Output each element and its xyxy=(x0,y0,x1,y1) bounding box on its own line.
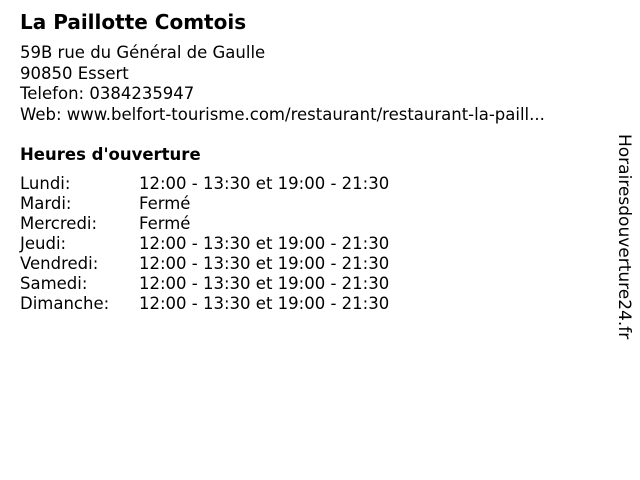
day-hours: Fermé xyxy=(139,214,191,233)
hours-row-wednesday xyxy=(20,214,389,234)
website-link: Web: www.belfort-tourisme.com/restaurant/restaurant-la-paill... xyxy=(20,104,545,124)
day-label: Lundi: xyxy=(20,174,71,193)
day-hours: Fermé xyxy=(139,194,191,213)
phone-number: Telefon: 0384235947 xyxy=(20,84,195,103)
day-hours: 12:00 - 13:30 et 19:00 - 21:30 xyxy=(139,174,390,193)
hours-row-friday xyxy=(20,254,389,274)
day-label: Dimanche: xyxy=(20,294,110,313)
hours-row-tuesday xyxy=(20,194,389,214)
day-label: Jeudi: xyxy=(20,234,67,253)
day-label: Mercredi: xyxy=(20,214,98,233)
hours-row-monday xyxy=(20,174,389,194)
day-hours: 12:00 - 13:30 et 19:00 - 21:30 xyxy=(139,254,390,273)
day-hours: 12:00 - 13:30 et 19:00 - 21:30 xyxy=(139,294,390,313)
day-hours: 12:00 - 13:30 et 19:00 - 21:30 xyxy=(139,274,390,293)
site-watermark: Horairesdouverture24.fr xyxy=(614,134,634,340)
hours-row-sunday xyxy=(20,294,389,314)
day-hours: 12:00 - 13:30 et 19:00 - 21:30 xyxy=(139,234,390,253)
opening-hours-heading: Heures d'ouverture xyxy=(20,145,201,164)
day-label: Vendredi: xyxy=(20,254,99,273)
hours-row-thursday xyxy=(20,234,389,254)
day-label: Samedi: xyxy=(20,274,88,293)
address-line-1: 59B rue du Général de Gaulle xyxy=(20,43,266,62)
business-name: La Paillotte Comtois xyxy=(20,10,247,34)
address-line-2: 90850 Essert xyxy=(20,63,129,83)
day-label: Mardi: xyxy=(20,194,72,213)
hours-row-saturday xyxy=(20,274,389,294)
opening-hours-table xyxy=(20,174,389,314)
contact-block xyxy=(20,43,545,125)
